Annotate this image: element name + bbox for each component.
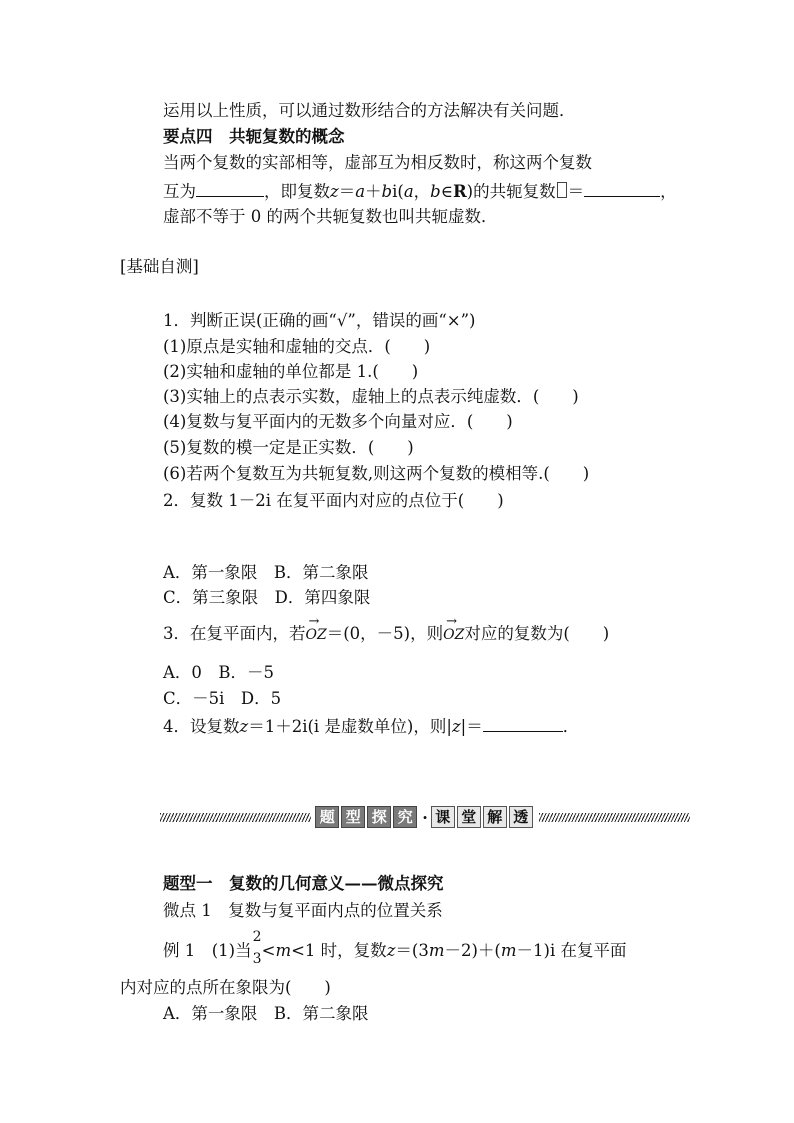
text: 对应的复数为( ): [464, 624, 610, 643]
text: i(: [392, 182, 404, 201]
text: ＝: [338, 182, 356, 201]
question-3-stem: [163, 623, 609, 646]
text: 例 1 (1)当: [163, 941, 252, 960]
var-a: a: [403, 182, 414, 201]
var-m: m: [275, 941, 292, 960]
text: ∈: [440, 182, 453, 201]
question-1-stem: 1．判断正误(正确的画“√”，错误的画“×”): [163, 311, 476, 330]
text: |＝: [460, 717, 483, 736]
example-1-line2: 内对应的点所在象限为( ): [120, 978, 331, 997]
conjugate-z-placeholder-icon: [557, 182, 567, 198]
var-m: m: [428, 941, 445, 960]
question-4-stem: [163, 715, 579, 738]
text: ，: [413, 182, 431, 201]
text: ，即复数: [264, 182, 330, 201]
banner-char: 解: [483, 806, 507, 828]
text: ＝: [567, 182, 585, 201]
question-1-item: (6)若两个复数互为共轭复数,则这两个复数的模相等.( ): [163, 464, 590, 483]
var-z: z: [386, 941, 396, 960]
question-1-item: (3)实轴上的点表示实数，虚轴上的点表示纯虚数．( ): [163, 387, 579, 406]
section-banner: [160, 806, 690, 828]
fraction-two-thirds: [252, 929, 262, 967]
vector-oz: → OZ: [306, 624, 327, 646]
text: －1)i 在复平面: [516, 941, 627, 960]
text: －2)＋(: [444, 941, 501, 960]
text: 4．设复数: [163, 717, 240, 736]
question-2-options-cd: C．第三象限 D．第四象限: [163, 588, 371, 607]
var-z: z: [451, 717, 461, 736]
banner-char: 透: [509, 806, 533, 828]
example-1-options-ab: A．第一象限 B．第二象限: [163, 1004, 369, 1023]
text: ＝(3: [395, 941, 429, 960]
banner-char: 题: [315, 806, 339, 828]
fraction-denominator: 3: [252, 951, 262, 967]
answer-blank: [483, 715, 563, 732]
var-z: z: [239, 717, 249, 736]
question-1-item: (2)实轴和虚轴的单位都是 1.( ): [163, 362, 419, 381]
text: ．: [562, 717, 580, 736]
section-title-conjugate: 要点四 共轭复数的概念: [163, 127, 345, 146]
fraction-numerator: 2: [252, 929, 262, 945]
banner-title: [315, 806, 535, 828]
conjugate-definition-line3: 虚部不等于 0 的两个共轭复数也叫共轭虚数．: [163, 207, 498, 226]
example-1-line1: [163, 929, 627, 967]
text: <1 时，复数: [291, 941, 387, 960]
var-a: a: [355, 182, 366, 201]
type-1-title: 题型一 复数的几何意义——微点探究: [163, 874, 444, 893]
banner-char: 课: [431, 806, 455, 828]
var-z: z: [330, 182, 339, 201]
question-2-stem: 2．复数 1－2i 在复平面内对应的点位于( ): [163, 491, 504, 510]
point-1-title: 微点 1 复数与复平面内点的位置关系: [163, 901, 443, 920]
intro-paragraph: 运用以上性质，可以通过数形结合的方法解决有关问题．: [163, 101, 576, 120]
answer-blank: [584, 180, 660, 197]
question-1-item: (1)原点是实轴和虚轴的交点．( ): [163, 337, 431, 356]
text: 3．在复平面内，若: [163, 624, 306, 643]
text: ＝(0，－5)，则: [326, 624, 444, 643]
banner-hatch-left: [160, 813, 311, 822]
real-set-symbol: R: [452, 182, 467, 201]
banner-hatch-right: [539, 813, 690, 822]
answer-blank: [196, 180, 264, 197]
basic-test-heading: [基础自测]: [120, 257, 199, 276]
banner-dot: ·: [422, 807, 428, 827]
var-b: b: [430, 182, 441, 201]
var-m: m: [500, 941, 517, 960]
text: ＝1＋2i(i 是虚数单位)，则|: [248, 717, 452, 736]
question-1-item: (5)复数的模一定是正实数．( ): [163, 438, 414, 457]
banner-char: 堂: [457, 806, 481, 828]
question-3-options-cd: C．－5i D．5: [163, 689, 282, 708]
text: )的共轭复数: [466, 182, 556, 201]
text: ，: [660, 182, 677, 201]
var-b: b: [381, 182, 393, 201]
banner-char: 究: [393, 806, 417, 828]
text: <: [261, 941, 276, 960]
text: 互为: [163, 182, 196, 201]
question-3-options-ab: A．0 B．－5: [163, 663, 275, 682]
question-1-item: (4)复数与复平面内的无数多个向量对应．( ): [163, 412, 513, 431]
text: ＋: [365, 182, 382, 201]
conjugate-definition-line1: 当两个复数的实部相等，虚部互为相反数时，称这两个复数: [163, 153, 592, 172]
conjugate-definition-line2: [163, 180, 677, 203]
vector-oz: → OZ: [443, 624, 464, 646]
banner-char: 型: [341, 806, 365, 828]
banner-char: 探: [367, 806, 391, 828]
question-2-options-ab: A．第一象限 B．第二象限: [163, 563, 369, 582]
